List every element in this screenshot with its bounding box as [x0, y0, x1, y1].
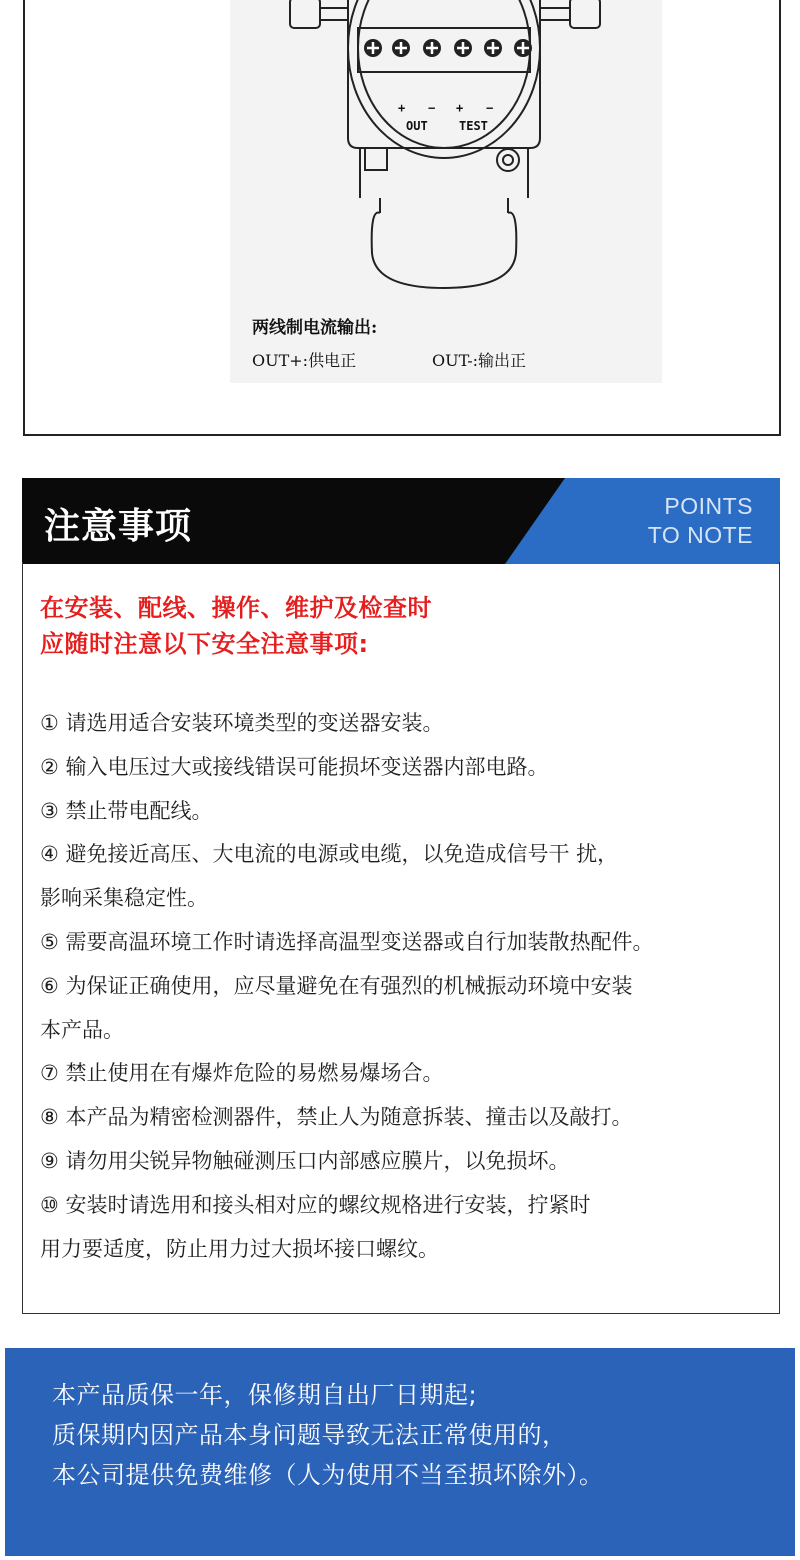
warranty-banner	[5, 1348, 795, 1556]
warranty-text	[52, 1375, 604, 1495]
wiring-diagram	[230, 0, 662, 383]
safety-warning-line-2: 应随时注意以下安全注意事项:	[40, 630, 369, 658]
notes-title-en-line-2: TO NOTE	[647, 522, 753, 548]
terminal-plus-1: +	[398, 101, 406, 115]
warranty-line: 本产品质保一年，保修期自出厂日期起;	[52, 1381, 478, 1409]
safety-warning	[40, 590, 432, 662]
notes-title: 注意事项	[44, 506, 193, 547]
terminal-plus-2: +	[456, 101, 464, 115]
list-item: ③ 禁止带电配线。	[40, 798, 213, 823]
list-item: 用力要适度，防止用力过大损坏接口螺纹。	[40, 1236, 439, 1261]
wiring-panel	[23, 0, 781, 436]
notes-title-en-line-1: POINTS	[664, 493, 753, 519]
wiring-out-plus: OUT+:供电正	[252, 351, 357, 370]
terminal-minus-1: −	[428, 101, 436, 115]
note-list	[40, 702, 780, 1271]
terminal-out-label: OUT	[406, 119, 428, 133]
warranty-line: 本公司提供免费维修（人为使用不当至损坏除外）。	[52, 1461, 604, 1489]
notes-title-en	[648, 492, 753, 550]
terminal-test-label: TEST	[459, 119, 488, 133]
list-item: ⑩ 安装时请选用和接头相对应的螺纹规格进行安装，拧紧时	[40, 1192, 591, 1217]
list-item: ⑨ 请勿用尖锐异物触碰测压口内部感应膜片，以免损坏。	[40, 1148, 570, 1173]
transmitter-drawing	[230, 0, 662, 298]
safety-warning-line-1: 在安装、配线、操作、维护及检查时	[40, 594, 432, 622]
notes-header	[22, 478, 780, 564]
list-item: ④ 避免接近高压、大电流的电源或电缆，以免造成信号干 扰，	[40, 842, 619, 867]
list-item: 本产品。	[40, 1017, 124, 1042]
warranty-line: 质保期内因产品本身问题导致无法正常使用的，	[52, 1421, 567, 1449]
list-item: ⑧ 本产品为精密检测器件，禁止人为随意拆装、撞击以及敲打。	[40, 1105, 633, 1130]
wiring-title: 两线制电流输出:	[252, 318, 378, 338]
list-item: 影响采集稳定性。	[40, 886, 208, 911]
list-item: ⑥ 为保证正确使用，应尽量避免在有强烈的机械振动环境中安装	[40, 973, 633, 998]
list-item: ⑦ 禁止使用在有爆炸危险的易燃易爆场合。	[40, 1061, 444, 1086]
list-item: ② 输入电压过大或接线错误可能损坏变送器内部电路。	[40, 754, 549, 779]
wiring-out-minus: OUT-:输出正	[432, 351, 527, 370]
terminal-minus-2: −	[486, 101, 494, 115]
notes-panel	[22, 562, 780, 1314]
list-item: ⑤ 需要高温环境工作时请选择高温型变送器或自行加装散热配件。	[40, 929, 654, 954]
list-item: ① 请选用适合安装环境类型的变送器安装。	[40, 711, 444, 735]
